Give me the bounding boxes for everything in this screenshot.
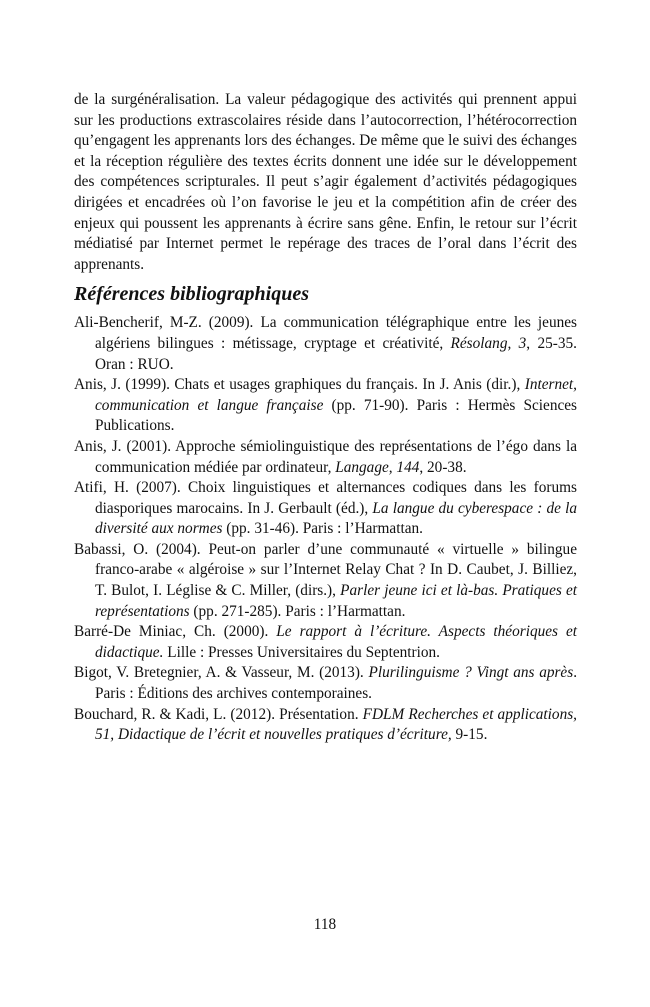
body-paragraph: de la surgénéralisation. La valeur pédagogique des activités qui prennent appui sur les productions extrascolaires réside dans l’autocorrection, l’hétérocorrection qu’engagent les apprenants lors des échanges. De même que le suivi des échanges et la réception régulière des textes écrits donnent une idée sur le développement des compétences scripturales. Il peut s’agir également d’activités pédagogiques dirigées et encadrées où l’on favorise le jeu et la compétition afin de créer des enjeux qui poussent les apprenants à écrire sans gêne. Enfin, le retour sur l’écrit médiatisé par Internet permet le repérage des traces de l’oral dans l’écrit des apprenants. — [74, 91, 577, 273]
reference-entry — [74, 540, 577, 622]
reference-entry — [74, 375, 577, 437]
reference-entry — [74, 437, 577, 478]
reference-entry — [74, 313, 577, 375]
reference-text: (pp. 71-90). Paris : Hermès Sciences Publications. — [95, 396, 577, 435]
reference-title: Résolang, 3 — [450, 334, 527, 352]
reference-text: (pp. 31-46). Paris : l’Harmattan. — [222, 520, 423, 538]
reference-text: Barré-De Miniac, Ch. (2000). — [74, 623, 277, 641]
reference-title: Parler jeune ici et là-bas. Pratiques et représentations — [95, 582, 578, 620]
reference-text: Anis, J. (2001). Approche sémiolinguistique des représentations de l’égo dans la communication médiée par ordinateur, — [74, 437, 577, 476]
page-number: 118 — [313, 916, 337, 933]
reference-entry — [74, 705, 577, 746]
reference-entry — [74, 663, 577, 704]
reference-text: Bouchard, R. & Kadi, L. (2012). Présentation. — [74, 705, 363, 723]
reference-entry — [74, 478, 577, 540]
reference-title: Internet, communication et langue française — [95, 376, 577, 414]
reference-text: . Paris : Éditions des archives contemporaines. — [95, 664, 578, 703]
reference-text: Atifi, H. (2007). Choix linguistiques et alternances codiques dans les forums diasporiques marocains. In J. Gerbault (éd.), — [74, 479, 577, 517]
reference-text: 9-15. — [451, 726, 488, 744]
references-list — [74, 313, 577, 745]
reference-text: Lille : Presses Universitaires du Septentrion. — [163, 643, 440, 661]
references-heading: Références bibliographiques — [74, 283, 309, 306]
page-content — [74, 90, 577, 746]
reference-entry — [74, 622, 577, 663]
reference-text: Ali-Bencherif, M-Z. (2009). La communication télégraphique entre les jeunes algériens bilingues : métissage, cryptage et créativité, — [74, 314, 577, 352]
reference-text: Bigot, V. Bretegnier, A. & Vasseur, M. (2013). — [74, 664, 369, 682]
reference-text: (pp. 271-285). Paris : l’Harmattan. — [189, 602, 406, 620]
reference-title: FDLM Recherches et applications, 51, Didactique de l’écrit et nouvelles pratiques d’écriture, — [95, 705, 577, 744]
reference-title: Plurilinguisme ? Vingt ans après — [368, 664, 574, 682]
reference-text: Babassi, O. (2004). Peut-on parler d’une communauté « virtuelle » bilingue franco-arabe « algéroise » sur l’Internet Relay Chat ? In D. Caubet, J. Billiez, T. Bulot, I. Léglise & C. Miller, (dirs.), — [74, 540, 577, 600]
reference-title: La langue du cyberespace : de la diversité aux normes — [95, 499, 577, 538]
reference-text: , 25-35. Oran : RUO. — [95, 334, 577, 373]
reference-title: Langage, 144 — [335, 458, 420, 476]
reference-title: Le rapport à l’écriture. Aspects théoriques et didactique. — [95, 623, 578, 661]
reference-text: Anis, J. (1999). Chats et usages graphiques du français. In J. Anis (dir.), — [74, 376, 525, 394]
reference-text: , 20-38. — [419, 458, 467, 476]
